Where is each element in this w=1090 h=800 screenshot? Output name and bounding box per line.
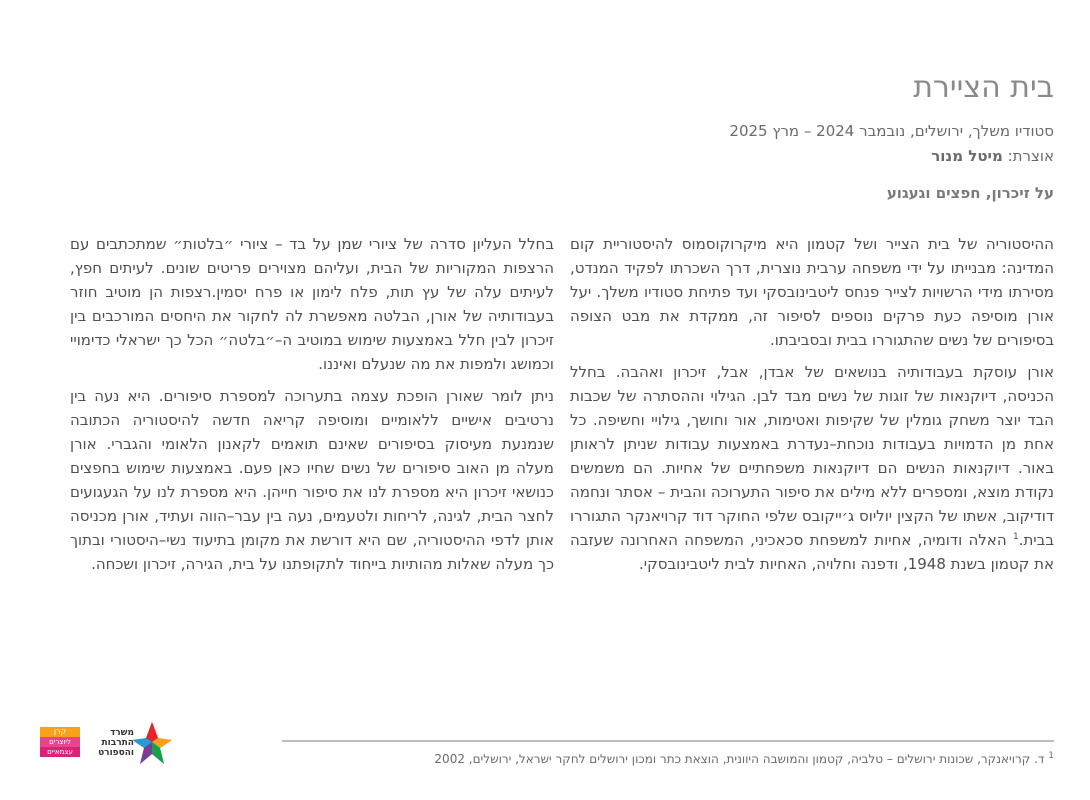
section-title: על זיכרון, חפצים וגעגוע	[886, 184, 1054, 202]
ministry-of-culture-logo	[94, 720, 174, 766]
footnote	[254, 750, 1054, 768]
ministry-logo-line-2: התרבות	[101, 738, 134, 748]
footnote-text: ד. קרויאנקר, שכונות ירושלים – טלביה, קטמון והמושבה היוונית, הוצאת כתר ומכון ירושלים לחקר ישראל, ירושלים, 2002	[434, 752, 1049, 766]
right-paragraph-2-part-a: אורן עוסקת בעבודותיה בנושאים של אבדן, אבל, זיכרון ואהבה. בחלל הכניסה, דיוקנאות של זוגות של נשים מבד לבן. הגילוי וההסתרה של שכבות הבד יוצר משחק גומלין של שקיפות ואטימות, אור וחושך, גילויי וחשיפה. כל אחת מן הדמויות בעבודות נוכחת–נעדרת באמצעות עבודות שניתן לראותן באור. דיוקנאות הנשים הם דיוקנאות משפחתיים של אחיות. הם משמשים נקודת מוצא, ומספרים ללא מילים את סיפור התערוכה והבית – אסתר ונחמה דודיקוב, אשתו של הקצין יוליוס ג׳ייקובס שלפי החוקר דוד קרויאנקר התגוררו בבית.	[570, 363, 1054, 549]
footnote-divider	[282, 740, 1054, 742]
footnote-marker: 1	[1048, 751, 1054, 761]
curator-name: מיטל מנור	[931, 147, 1003, 165]
curator-line	[554, 144, 1054, 168]
ministry-logo-text	[94, 728, 134, 758]
header	[554, 68, 1054, 204]
exhibition-subtitle: סטודיו משלך, ירושלים, נובמבר 2024 – מרץ 2025	[729, 122, 1054, 140]
left-paragraph-1: בחלל העליון סדרה של ציורי שמן על בד – ציורי ״בלטות״ שמתכתבים עם הרצפות המקוריות של הבית, ועליהם מצוירים פריטים שונים. לעיתים חפץ, לעיתים עלה של עץ תות, פלח לימון או פרח יסמין.רצפות הן מוטיב חוזר בעבודותיה של אורן, הבלטה מאפשרת לה לחקור את היחסים המורכבים בין זיכרון לבין חלל באמצעות שימוש במוטיב ה–״בלטה״ הכל כך ישראלי כדימויי וכמושג ולמפות את מה שנעלם ואיננו.	[70, 235, 554, 373]
ministry-logo-line-1: משרד	[109, 728, 134, 738]
curator-label: אוצרת:	[1007, 147, 1054, 165]
independent-artists-fund-logo	[40, 727, 80, 757]
kren-logo-line-3: עצמאיים	[40, 747, 80, 757]
sponsor-logos	[36, 718, 176, 768]
right-paragraph-2	[570, 360, 1054, 576]
right-paragraph-1: ההיסטוריה של בית הצייר ושל קטמון היא מיקרוקוסמוס להיסטוריית קום המדינה: מבנייתו על ידי משפחה ערבית נוצרית, דרך השכרתו לפקיד המנדט, מסירתו מידי הרשויות לצייר פנחס ליטבינובסקי ועד פתיחת סטודיו משלך. יעל אורן מוסיפה כעת פרקים נוספים לסיפור זה, ממקדת את מבט הצופה בסיפורים של נשים שהתגוררו בבית ובסביבתו.	[570, 235, 1054, 349]
ministry-star-icon	[132, 720, 172, 766]
right-paragraph-2-part-b: האלה ודומיה, אחיות למשפחת סכאכיני, המשפחה האחרונה שעזבה את קטמון בשנת 1948, ודפנה וחלויה, האחיות לבית ליטבינובסקי.	[570, 531, 1054, 573]
left-text-column	[70, 232, 554, 584]
exhibition-title: בית הציירת	[913, 70, 1054, 105]
right-text-column	[570, 232, 1054, 584]
left-paragraph-2: ניתן לומר שאורן הופכת עצמה בתערוכה למספרת סיפורים. היא נעה בין נרטיבים אישיים ללאומיים ומוסיפה קריאה חדשה להיסטוריה הכתובה שנמנעת מעיסוק בסיפורים שאינם תואמים לקאנון הלאומי והגברי. אורן מעלה מן האוב סיפורים של נשים שחיו כאן פעם. באמצעות שימוש בחפצים כנושאי זיכרון היא מספרת לנו את סיפור חייהן. היא מספרת לנו על הגעגועים לחצר הבית, לגינה, לריחות ולטעמים, נעה בין עבר–הווה ועתיד, אורן מכניסה אותן לדפי ההיסטוריה, שם היא דורשת את מקומן בתיעוד נשי–היסטורי ובתוך כך מעלה שאלות מהותיות בייחוד לתקופתנו על בית, הגירה, זיכרון ושכחה.	[70, 387, 554, 573]
kren-logo-line-2: ליוצרים	[40, 737, 80, 747]
ministry-logo-line-3: והספורט	[98, 748, 134, 758]
footnote-reference[interactable]: 1	[1012, 532, 1019, 542]
kren-logo-line-1: קרן	[40, 727, 80, 737]
